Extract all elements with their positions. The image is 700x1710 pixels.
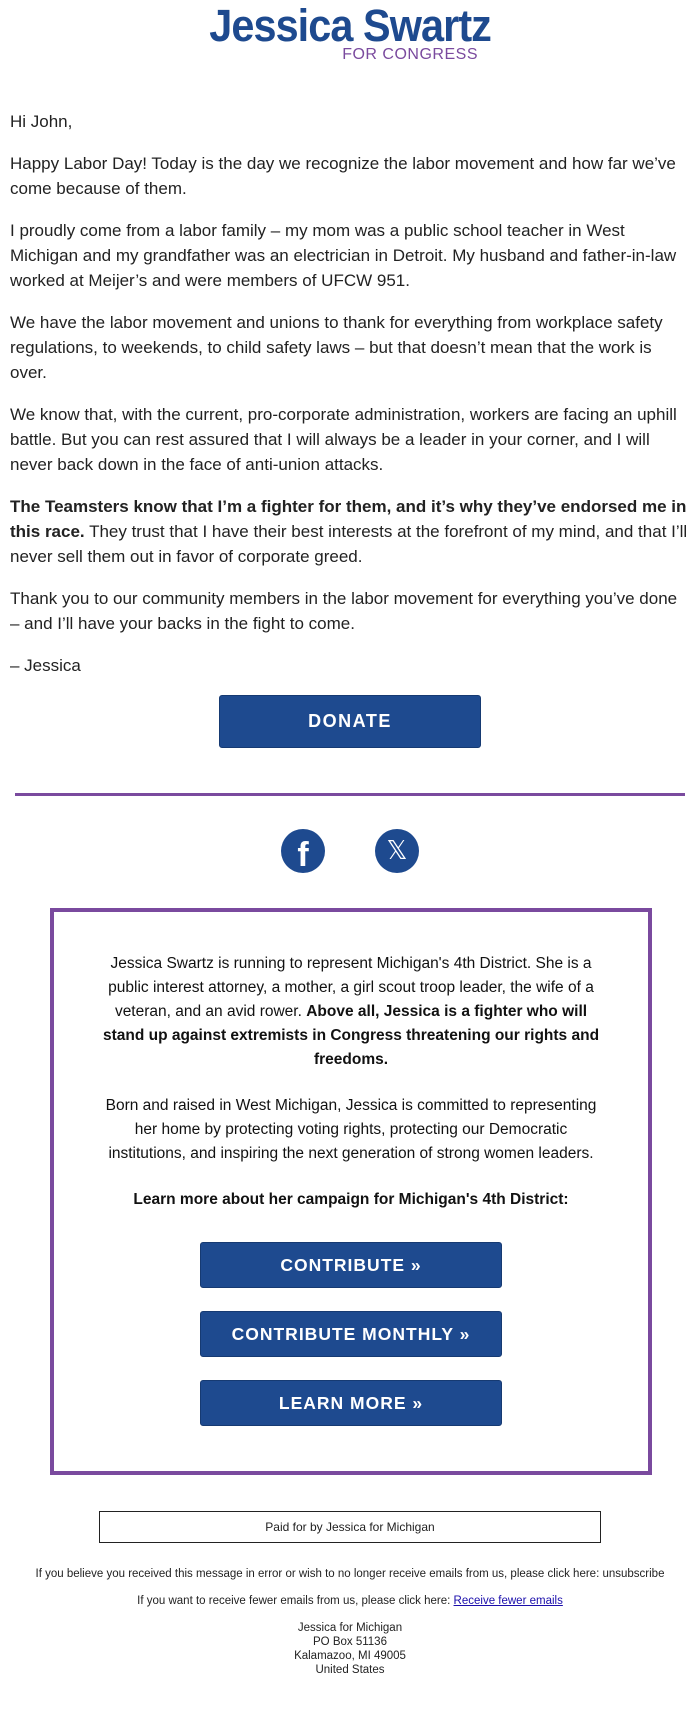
bio-intro: Jessica Swartz is running to represent Michigan's 4th District. She is a public interest attorney, a mother, a girl scout troop leader, the wife of a veteran, and an avid rower. [108, 955, 594, 1020]
section-divider [15, 793, 685, 796]
paid-for-disclaimer: Paid for by Jessica for Michigan [99, 1511, 601, 1543]
bio-highlight: Above all, Jessica is a fighter who will stand up against extremists in Congress threatening our rights and freedoms. [102, 1003, 600, 1068]
bio-box [50, 908, 652, 1475]
bio-paragraph: Born and raised in West Michigan, Jessica is committed to representing her home by protecting voting rights, protecting our Democratic institutions, and inspiring the next generation of strong women leaders. [105, 1097, 597, 1162]
facebook-icon[interactable]: f [281, 829, 325, 873]
letter-body [0, 64, 700, 678]
letter-paragraph: We know that, with the current, pro-corporate administration, workers are facing an uphill battle. But you can rest assured that I will always be a leader in your corner, and I will never back down in the face of anti-union attacks. [10, 405, 677, 474]
fewer-emails-link[interactable]: Receive fewer emails [453, 1595, 563, 1607]
learn-more-button[interactable]: LEARN MORE » [200, 1380, 502, 1426]
fewer-emails-notice: If you want to receive fewer emails from us, please click here: Receive fewer emails [137, 1595, 563, 1607]
contribute-monthly-button[interactable]: CONTRIBUTE MONTHLY » [200, 1311, 502, 1357]
email-footer [0, 1567, 700, 1677]
social-links [0, 829, 700, 873]
address-line: Jessica for Michigan [297, 1622, 403, 1634]
address-line: Kalamazoo, MI 49005 [294, 1650, 406, 1662]
x-icon[interactable]: 𝕏 [375, 829, 419, 873]
address-line: United States [315, 1664, 385, 1676]
mailing-address [0, 1621, 700, 1677]
letter-paragraph: I proudly come from a labor family – my mom was a public school teacher in West Michigan and my grandfather was an electrician in Detroit. My husband and father-in-law worked at Meijer’s and were members of UFCW 951. [10, 221, 677, 290]
endorsement-rest: They trust that I have their best interests at the forefront of my mind, and that I’ll never sell them out in favor of corporate greed. [10, 522, 688, 566]
letter-paragraph [10, 494, 690, 569]
contribute-button[interactable]: CONTRIBUTE » [200, 1242, 502, 1288]
logo-name: Jessica Swartz [209, 0, 491, 51]
letter-paragraph: We have the labor movement and unions to thank for everything from workplace safety regulations, to weekends, to child safety laws – but that doesn’t mean that the work is over. [10, 313, 663, 382]
logo-subtitle: FOR CONGRESS [342, 46, 478, 63]
letter-paragraph: Thank you to our community members in the labor movement for everything you’ve done – and I’ll have your backs in the fight to come. [10, 589, 678, 633]
donate-button[interactable]: DONATE [219, 695, 481, 748]
signoff: – Jessica [10, 656, 81, 675]
greeting: Hi John, [10, 112, 73, 131]
address-line: PO Box 51136 [313, 1636, 387, 1648]
endorsement-highlight: The Teamsters know that I’m a fighter for them, and it’s why they’ve endorsed me in this race. [10, 497, 687, 541]
campaign-logo [0, 0, 700, 64]
letter-paragraph: Happy Labor Day! Today is the day we recognize the labor movement and how far we’ve come because of them. [10, 154, 676, 198]
bio-paragraph [94, 952, 608, 1072]
unsubscribe-notice[interactable]: If you believe you received this message in error or wish to no longer receive emails from us, please click here: unsubscribe [35, 1568, 665, 1580]
learn-more-heading: Learn more about her campaign for Michigan's 4th District: [133, 1191, 569, 1208]
